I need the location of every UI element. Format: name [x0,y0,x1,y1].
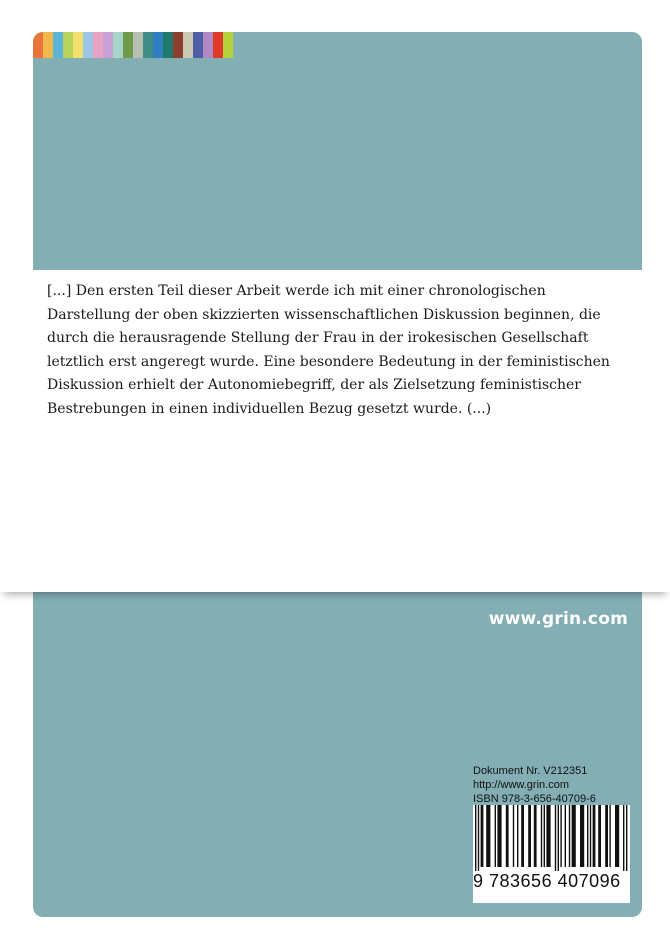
color-stripe [93,32,103,58]
barcode-bar [495,805,496,867]
barcode-bar [506,805,509,867]
barcode-bar [558,805,559,875]
barcode-bar [598,805,601,867]
color-stripe [63,32,73,58]
barcode-bar [481,805,484,867]
color-stripe [183,32,193,58]
barcode-bar [497,805,501,867]
barcode-bar [475,805,476,875]
blurb-line: letztlich erst angeregt wurde. Eine besondere Bedeutung in der feministischen [47,353,610,370]
barcode-bar [587,805,588,867]
color-stripe [193,32,203,58]
color-stripe [173,32,183,58]
color-stripe [133,32,143,58]
barcode-bar [565,805,566,867]
color-stripe [33,32,43,58]
barcode-bar [615,805,619,867]
color-stripe [203,32,213,58]
color-stripe [143,32,153,58]
barcode-bar [572,805,576,867]
document-number: Dokument Nr. V212351 [473,765,588,777]
barcode-bar [605,805,608,867]
barcode-bar [478,805,479,875]
blurb-line: durch die herausragende Stellung der Frau in der irokesischen Gesellschaft [47,330,589,346]
barcode-bar [626,805,627,875]
publisher-website: www.grin.com [488,609,628,629]
barcode-bar [544,805,545,867]
barcode-bar [560,805,561,867]
isbn: ISBN 978-3-656-40709-6 [473,793,596,805]
barcode-bar [521,805,524,867]
color-stripe [53,32,63,58]
color-stripe [43,32,53,58]
cover-bottom-panel [33,592,642,917]
blurb-line: [...] Den ersten Teil dieser Arbeit werde ich mit einer chronologischen [47,283,546,299]
barcode-bar [555,805,556,875]
color-stripe [163,32,173,58]
color-stripe [223,32,233,58]
barcode-bar [609,805,610,867]
color-stripe [153,32,163,58]
blurb-line: Bestrebungen in einen individuellen Bezug gesetzt wurde. (...) [47,400,492,417]
barcode-bar [546,805,550,867]
barcode-bar [534,805,537,867]
isbn-barcode [473,805,630,903]
barcode-bar [486,805,490,867]
document-info [473,764,596,806]
barcode-bar [517,805,518,867]
barcode-bar [541,805,542,867]
color-stripe [213,32,223,58]
barcode-bar [528,805,531,867]
barcode-bar [569,805,570,867]
barcode-bar [593,805,596,867]
blurb-line: Diskussion erhielt der Autonomiebegriff, der als Zielsetzung feministischer [47,377,581,393]
barcode-bar [623,805,624,875]
barcode-number: 9 783656 407096 [473,871,630,891]
barcode-bars [473,805,630,875]
cover-top-panel [33,32,642,270]
color-stripe [83,32,93,58]
blurb-line: Darstellung der oben skizzierten wissenschaftlichen Diskussion beginnen, die [47,306,601,323]
barcode-bar [580,805,584,867]
barcode-bar [513,805,514,867]
back-cover-blurb [47,280,610,421]
barcode-bar [590,805,591,867]
color-stripe [103,32,113,58]
color-stripe [73,32,83,58]
color-stripe-band [33,32,233,58]
document-url: http://www.grin.com [473,779,569,791]
color-stripe [113,32,123,58]
color-stripe [123,32,133,58]
